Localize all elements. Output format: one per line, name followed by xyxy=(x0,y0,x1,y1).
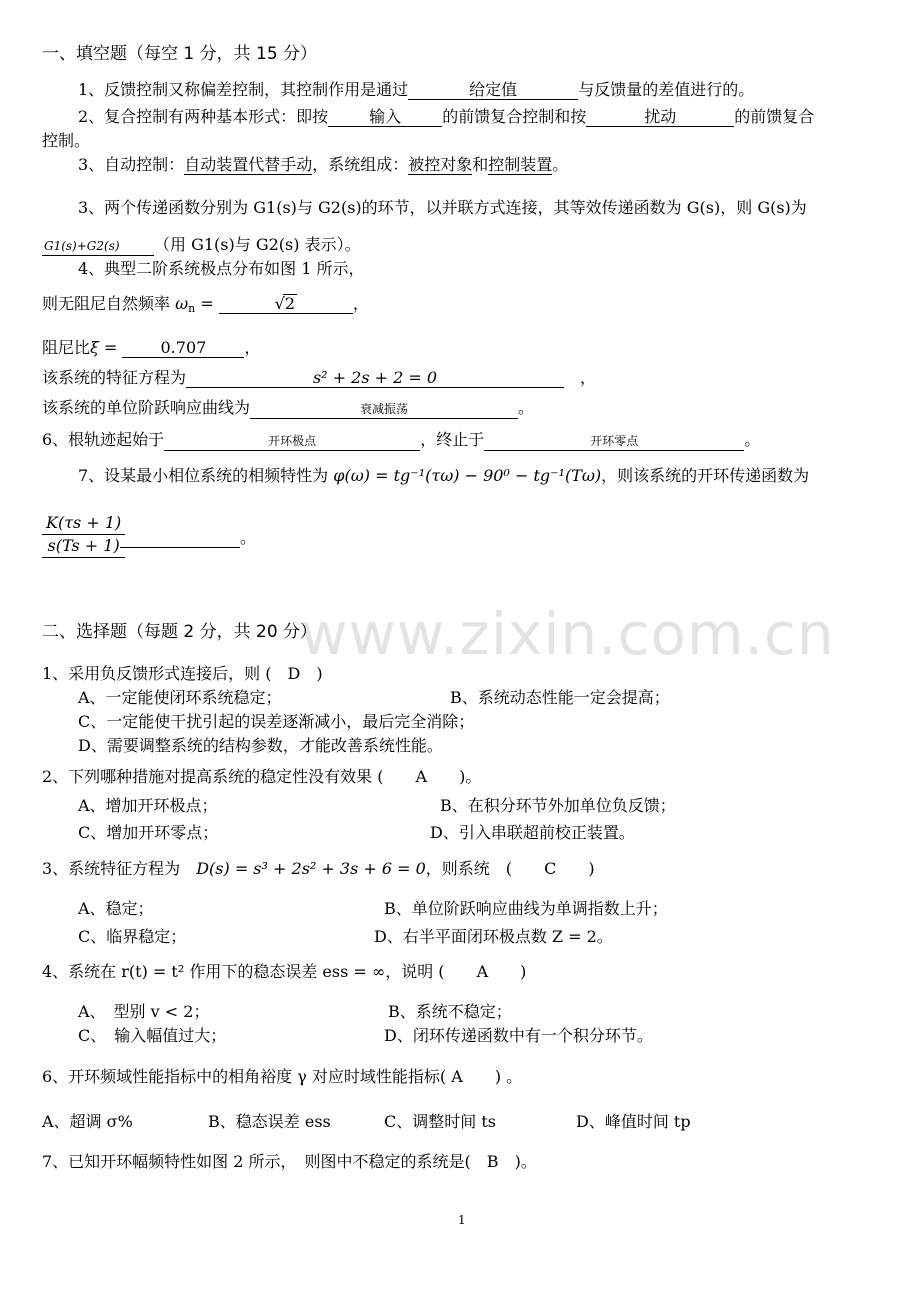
choice-answer: A xyxy=(451,1067,463,1086)
answer-underline: 被控对象 xyxy=(408,155,473,174)
choice-answer: A xyxy=(415,767,428,786)
choice-q7-stem: 7、已知开环幅频特性如图 2 所示， 则图中不稳定的系统是( B )。 xyxy=(42,1152,537,1171)
fill-q7: 7、设某最小相位系统的相频特性为 φ(ω) = tg⁻¹(τω) − 90⁰ − tg⁻¹(Tω)，则该系统的开环传递函数为 xyxy=(78,466,810,485)
choice-q2-option-c: C、增加开环零点； xyxy=(78,823,219,842)
choice-q3-option-d: D、右半平面闭环极点数 Z = 2。 xyxy=(374,927,613,946)
page-number: 1 xyxy=(458,1213,466,1227)
fill-q3b-line2: G1(s)+G2(s) （用 G1(s)与 G2(s) 表示）。 xyxy=(44,235,361,254)
answer-blank: 给定值 xyxy=(408,81,578,100)
fill-q6: 6、根轨迹起始于 开环极点 ，终止于 开环零点 。 xyxy=(42,430,761,449)
transfer-function-fraction: $\frac{K(\tau s + 1)}{s(Ts + 1)}$ xyxy=(42,512,125,558)
fill-q3a: 3、自动控制：自动装置代替手动，系统组成：被控对象和控制装置。 xyxy=(78,155,569,174)
choice-q2-option-b: B、在积分环节外加单位负反馈； xyxy=(440,796,676,815)
answer-blank: G1(s)+G2(s) xyxy=(42,237,154,256)
fill-q2-line2: 控制。 xyxy=(42,131,91,150)
answer-blank: 0.707 xyxy=(122,339,244,358)
fill-q7-blank: 。 xyxy=(120,528,256,548)
choice-q1-option-a: A、一定能使闭环系统稳定； xyxy=(78,688,282,707)
fill-q4-wn: 则无阻尼自然频率 $\omega_n = √2$ ， xyxy=(42,294,369,315)
answer-underline: 控制装置 xyxy=(488,155,553,174)
choice-q4-option-a: A、 型别 v < 2； xyxy=(78,1002,210,1021)
choice-answer: A xyxy=(476,962,489,981)
choice-q1-option-c: C、一定能使干扰引起的误差逐渐减小，最后完全消除； xyxy=(78,712,475,731)
answer-blank: 衰减振荡 xyxy=(250,400,518,419)
choice-q6-option-b: B、稳态误差 ess xyxy=(208,1112,331,1131)
choice-answer: C xyxy=(544,859,557,878)
choice-q2-option-d: D、引入串联超前校正装置。 xyxy=(430,823,635,842)
choice-q4-stem: 4、系统在 r(t) = t² 作用下的稳态误差 ess = ∞，说明 ( A ) xyxy=(42,962,527,981)
fill-q3b: 3、两个传递函数分别为 G1(s)与 G2(s)的环节，以并联方式连接，其等效传递函数为 G(s)，则 G(s)为 xyxy=(78,198,807,217)
choice-q1-stem: 1、采用负反馈形式连接后，则 ( D ) xyxy=(42,664,323,683)
answer-blank: 开环极点 xyxy=(164,432,420,451)
answer-blank: s² + 2s + 2 = 0 xyxy=(186,369,564,388)
choice-q1-option-b: B、系统动态性能一定会提高； xyxy=(450,688,670,707)
answer-blank: 输入 xyxy=(328,108,442,127)
choice-q4-option-d: D、闭环传递函数中有一个积分环节。 xyxy=(384,1026,653,1045)
fill-q4-intro: 4、典型二阶系统极点分布如图 1 所示， xyxy=(78,259,365,278)
choice-q6-option-a: A、超调 σ% xyxy=(42,1112,133,1131)
choice-q2-option-a: A、增加开环极点； xyxy=(78,796,218,815)
section1-title: 一、填空题（每空 1 分，共 15 分） xyxy=(42,44,318,64)
choice-answer: B xyxy=(486,1152,499,1171)
choice-q3-option-c: C、临界稳定； xyxy=(78,927,187,946)
section2-title: 二、选择题（每题 2 分，共 20 分） xyxy=(42,622,318,642)
choice-answer: D xyxy=(287,664,301,683)
choice-q2-stem: 2、下列哪种措施对提高系统的稳定性没有效果 ( A )。 xyxy=(42,767,482,786)
fill-q4-step: 该系统的单位阶跃响应曲线为 衰减振荡 。 xyxy=(42,398,535,417)
choice-q4-option-b: B、系统不稳定； xyxy=(388,1002,512,1021)
fill-q2: 2、复合控制有两种基本形式：即按 输入 的前馈复合控制和按 扰动 的前馈复合 xyxy=(78,107,815,126)
fill-q1: 1、反馈控制又称偏差控制，其控制作用是通过 给定值 与反馈量的差值进行的。 xyxy=(78,80,755,99)
watermark: www.zixin.com.cn xyxy=(300,600,835,668)
answer-blank: √2 xyxy=(219,294,353,314)
answer-blank: 开环零点 xyxy=(484,432,744,451)
choice-q6-option-c: C、调整时间 ts xyxy=(384,1112,496,1131)
choice-q6-option-d: D、峰值时间 tp xyxy=(576,1112,691,1131)
choice-q4-option-c: C、 输入幅值过大； xyxy=(78,1026,227,1045)
choice-q1-option-d: D、需要调整系统的结构参数，才能改善系统性能。 xyxy=(78,736,443,755)
choice-q3-option-a: A、稳定； xyxy=(78,899,154,918)
choice-q6-stem: 6、开环频域性能指标中的相角裕度 γ 对应时域性能指标( A ) 。 xyxy=(42,1067,523,1086)
choice-q3-option-b: B、单位阶跃响应曲线为单调指数上升； xyxy=(384,899,668,918)
fill-q4-zeta: 阻尼比ξ = 0.707 ， xyxy=(42,338,261,357)
fill-q4-char: 该系统的特征方程为 s² + 2s + 2 = 0 ， xyxy=(42,368,597,387)
answer-underline: 自动装置代替手动 xyxy=(184,155,313,174)
answer-blank: 扰动 xyxy=(586,108,734,127)
choice-q3-stem: 3、系统特征方程为 D(s) = s³ + 2s² + 3s + 6 = 0，则系统 ( C ) xyxy=(42,859,595,878)
